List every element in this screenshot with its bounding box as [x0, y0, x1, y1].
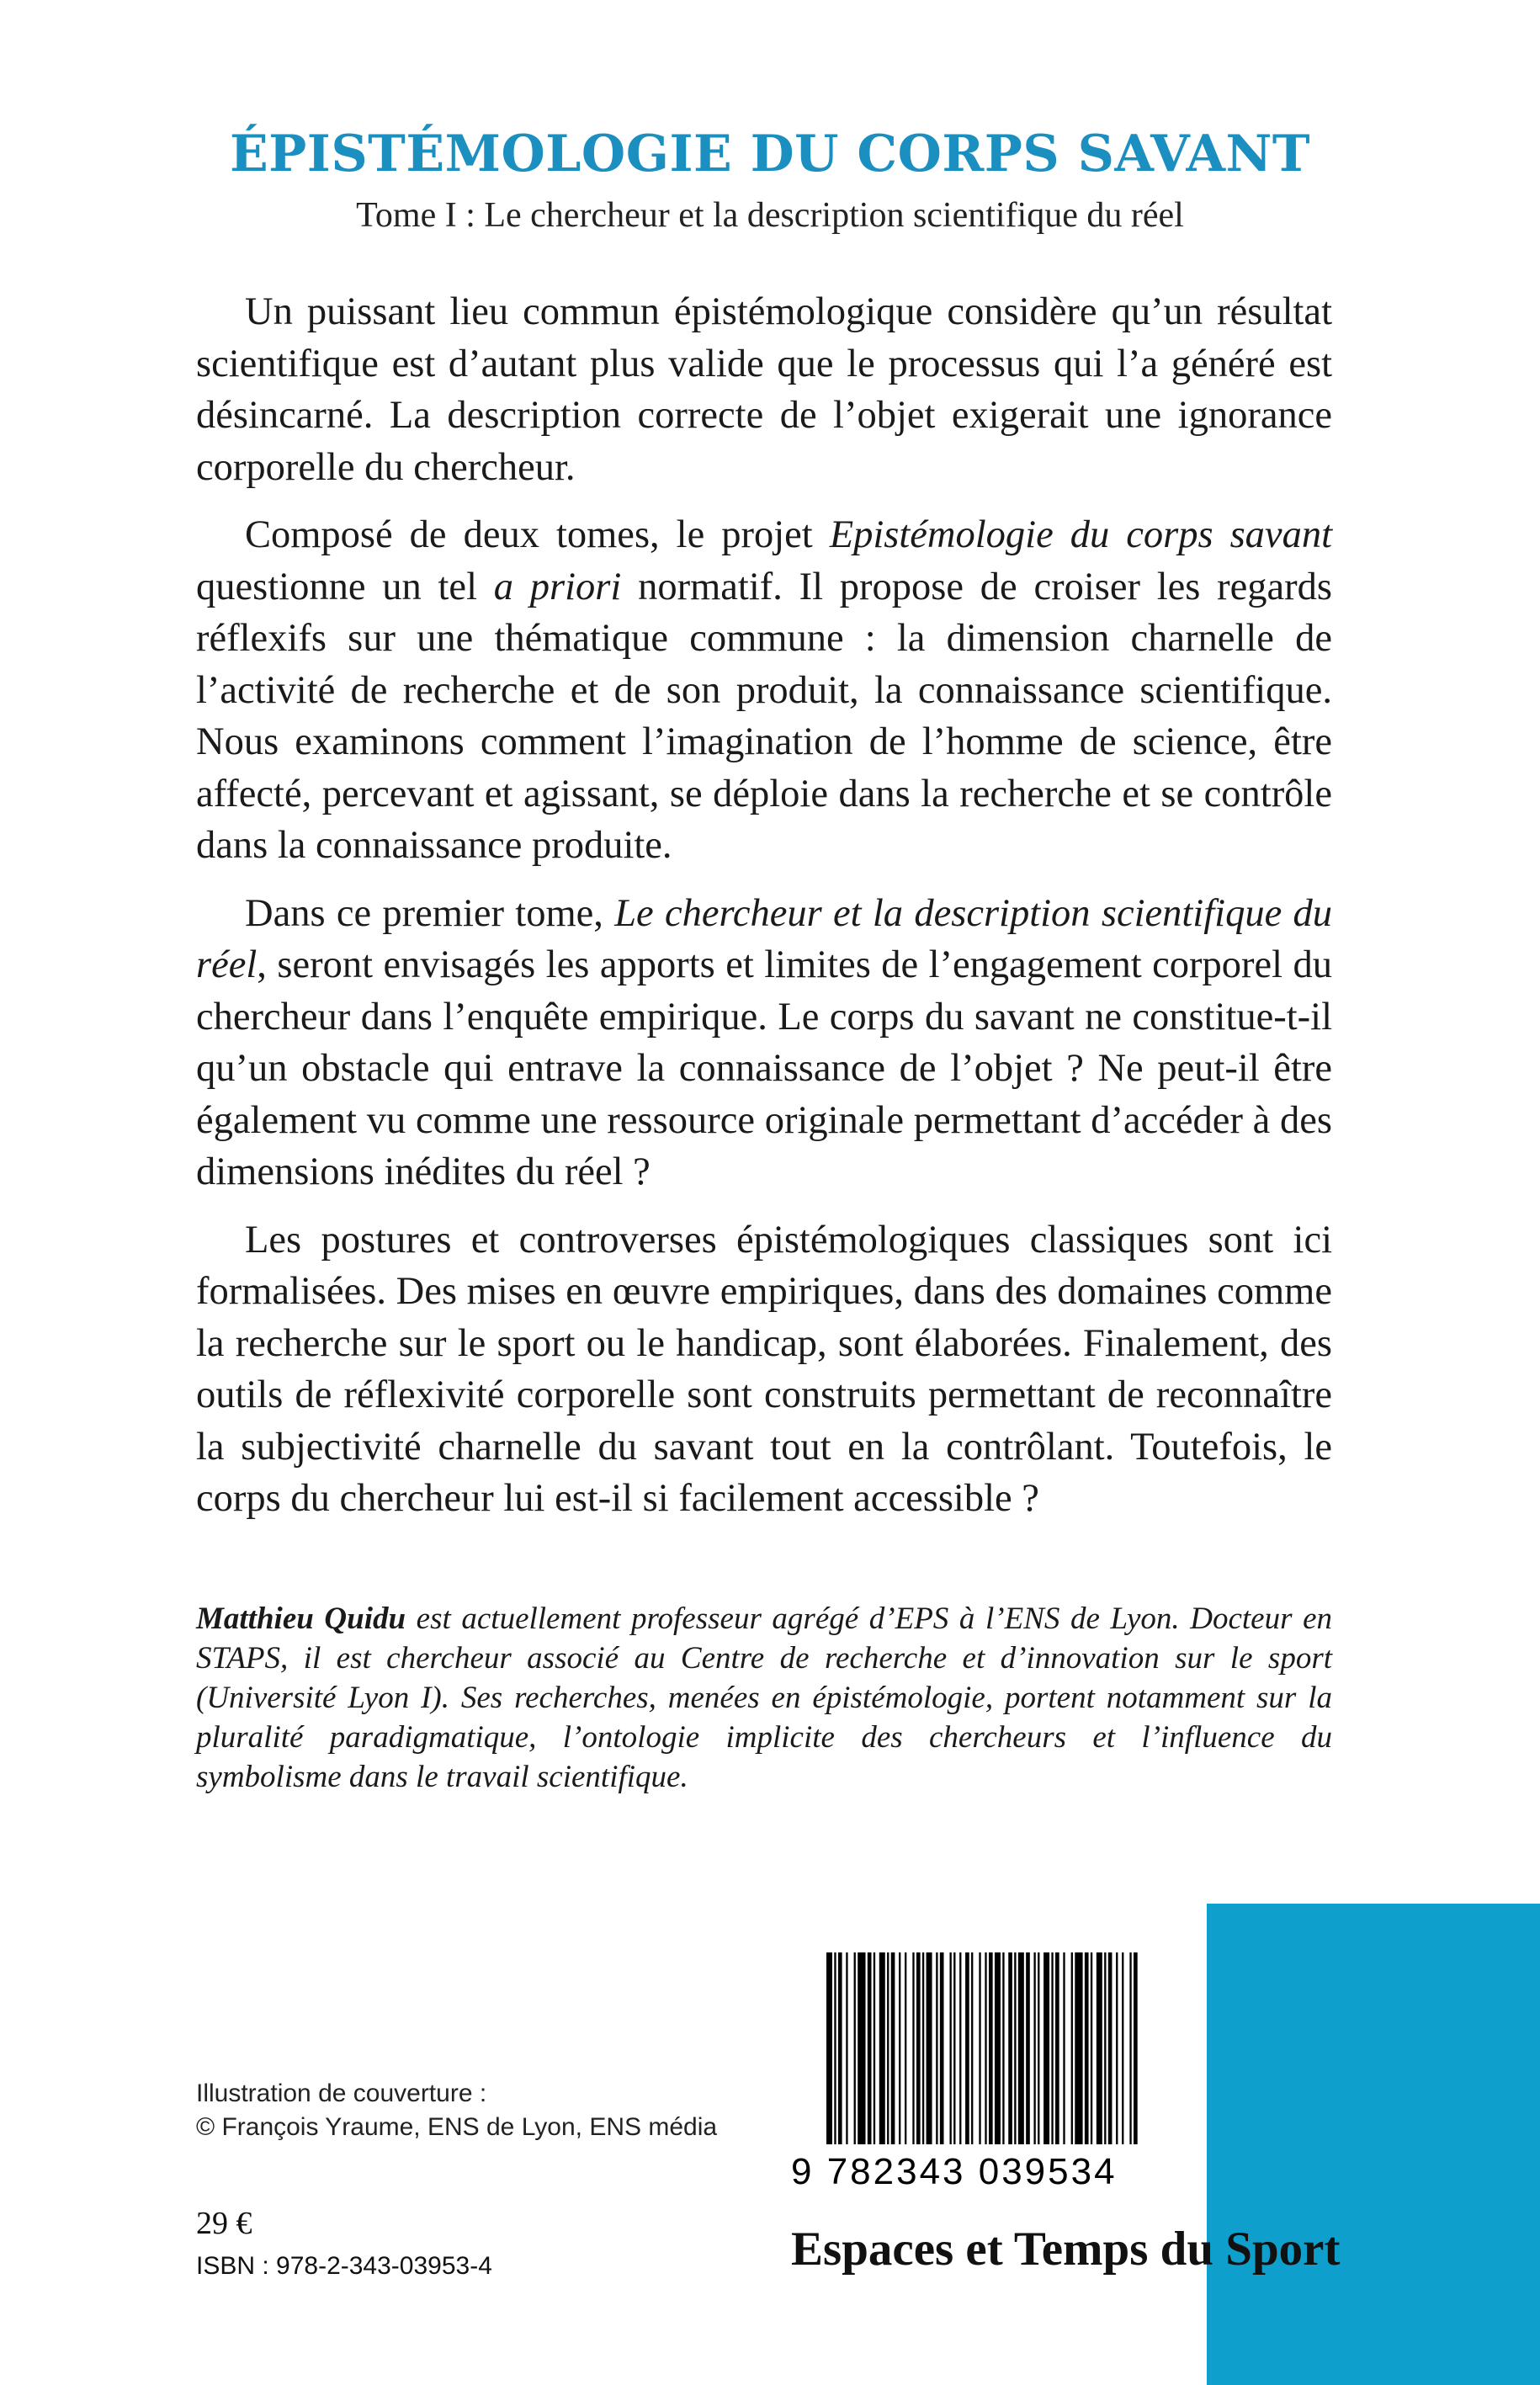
decorative-blue-block — [1207, 1904, 1540, 2385]
barcode-bar — [912, 1952, 914, 2144]
barcode-bar — [826, 1952, 832, 2144]
barcode-bar — [949, 1952, 951, 2144]
barcode-bar — [1104, 1952, 1106, 2144]
blurb-paragraph-4: Les postures et controverses épistémologiques classiques sont ici formalisées. Des mises en œuvre empiriques, dans des domaines comme la recherche sur le sport ou le handicap, sont élaborées. Finalement, des outils de réflexivité corporelle sont construits permettant de reconnaître la subjectivité charnelle du savant tout en la contrôlant. Toutefois, le corps du chercheur lui est-il si facilement accessible ? — [196, 1218, 1332, 1520]
barcode-bar — [927, 1952, 932, 2144]
barcode-bar — [879, 1952, 885, 2144]
barcode-bar — [953, 1952, 955, 2144]
blurb-italic-volume-title: Le chercheur et la description scientifique du réel — [196, 891, 1332, 986]
barcode-bar — [1043, 1952, 1049, 2144]
barcode-bar — [1071, 1952, 1073, 2144]
blurb-text: Dans ce premier tome, — [245, 891, 615, 935]
barcode-bar — [1091, 1952, 1092, 2144]
barcode-bar — [1075, 1952, 1082, 2144]
barcode-bar — [989, 1952, 993, 2144]
blurb-italic-series-title: Epistémologie du corps savant — [829, 513, 1332, 556]
barcode-bar — [985, 1952, 986, 2144]
blurb-paragraph-1: Un puissant lieu commun épistémologique considère qu’un résultat scientifique est d’autant plus valide que le processus qui l’a généré est désincarné. La description correcte de l’objet exigerait une ignorance corporelle du chercheur. — [196, 290, 1332, 489]
barcode-bar — [1038, 1952, 1039, 2144]
barcode-bar — [1002, 1952, 1004, 2144]
barcode-bar — [1116, 1952, 1118, 2144]
barcode-bar — [1055, 1952, 1059, 2144]
barcode-bar — [858, 1952, 865, 2144]
barcode-bar — [1085, 1952, 1089, 2144]
blurb — [196, 286, 1332, 1541]
barcode-bar — [995, 1952, 1001, 2144]
barcode-bar — [1097, 1952, 1102, 2144]
isbn: ISBN : 978-2-343-03953-4 — [196, 2252, 492, 2280]
barcode-bar — [887, 1952, 889, 2144]
barcode-bar — [1051, 1952, 1053, 2144]
barcode-bar — [916, 1952, 921, 2144]
barcode-bar — [846, 1952, 847, 2144]
book-title: ÉPISTÉMOLOGIE DU CORPS SAVANT — [229, 125, 1311, 183]
barcode-bar — [1122, 1952, 1123, 2144]
barcode-bars — [826, 1952, 1139, 2144]
barcode-bar — [1134, 1952, 1138, 2144]
blurb-paragraph-3 — [196, 888, 1332, 1198]
barcode-bar — [854, 1952, 856, 2144]
barcode-bar — [1014, 1952, 1016, 2144]
barcode-bar — [1033, 1952, 1035, 2144]
book-subtitle: Tome I : Le chercheur et la description scientifique du réel — [356, 196, 1184, 235]
collection-name: Espaces et Temps du Sport — [791, 2223, 1341, 2276]
barcode-bar — [940, 1952, 944, 2144]
barcode-bar — [936, 1952, 937, 2144]
barcode-bar — [838, 1952, 842, 2144]
barcode-digits: 9 782343 039534 — [791, 2151, 1118, 2192]
illustration-credits — [196, 2077, 717, 2144]
barcode-bar — [959, 1952, 961, 2144]
author-name: Matthieu Quidu — [196, 1602, 406, 1636]
author-bio-text: est actuellement professeur agrégé d’EPS à l’ENS de Lyon. Docteur en STAPS, il est chercheur associé au Centre de recherche et d’innovation sur le sport (Université Lyon I). Ses recherches, menées en épistémologie, portent notamment sur la pluralité paradigmatique, l’ontologie implicite des chercheurs et l’influence du symbolisme dans le travail scientifique. — [196, 1602, 1332, 1794]
blurb-italic-a-priori: a priori — [493, 565, 622, 608]
barcode-bar — [868, 1952, 872, 2144]
price: 29 € — [196, 2206, 252, 2241]
barcode-bar — [971, 1952, 973, 2144]
barcode-bar — [1063, 1952, 1065, 2144]
blurb-text: , seront envisagés les apports et limites de l’engagement corporel du chercheur dans l’enquête empirique. Le corps du savant ne constitue-t-il qu’un obstacle qui entrave la connaissance de l’objet ? Ne peut-il être également vu comme une ressource originale permettant d’accéder à des dimensions inédites du réel ? — [196, 943, 1332, 1193]
credits-author: © François Yraume, ENS de Lyon, ENS média — [196, 2113, 718, 2141]
barcode-bar — [1108, 1952, 1113, 2144]
credits-label: Illustration de couverture : — [196, 2080, 487, 2107]
blurb-text: normatif. Il propose de croiser les regards réflexifs sur une thématique commune : la dimension charnelle de l’activité de recherche et de son produit, la connaissance scientifique. Nous examinons comment l’imagination de l’homme de science, être affecté, percevant et agissant, se déploie dans la recherche et se contrôle dans la connaissance produite. — [196, 565, 1333, 867]
barcode-bar — [965, 1952, 969, 2144]
barcode-bar — [1008, 1952, 1012, 2144]
blurb-paragraph-2 — [196, 509, 1332, 872]
barcode-bar — [834, 1952, 836, 2144]
barcode-bar — [891, 1952, 895, 2144]
blurb-text: Composé de deux tomes, le projet — [245, 513, 830, 556]
barcode-bar — [922, 1952, 924, 2144]
barcode-bar — [1129, 1952, 1131, 2144]
barcode-bar — [874, 1952, 875, 2144]
barcode-bar — [1026, 1952, 1030, 2144]
blurb-text: questionne un tel — [196, 565, 494, 608]
barcode-bar — [979, 1952, 980, 2144]
barcode — [791, 1952, 1144, 2196]
author-bio — [196, 1599, 1332, 1797]
barcode-bar — [905, 1952, 906, 2144]
barcode-bar — [1018, 1952, 1024, 2144]
barcode-bar — [899, 1952, 900, 2144]
